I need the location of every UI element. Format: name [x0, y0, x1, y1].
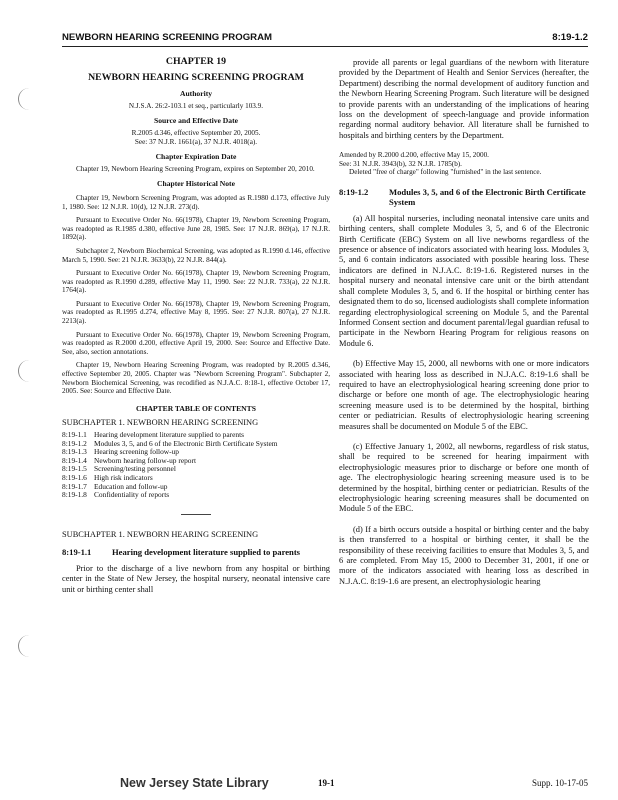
- running-header: [62, 30, 588, 47]
- punch-hole-mark: [18, 360, 33, 382]
- amendment-see: See: 31 N.J.R. 3943(b), 32 N.J.R. 1785(b).: [339, 159, 462, 168]
- toc-entry[interactable]: 8:19-1.1 Hearing development literature supplied to parents: [62, 430, 245, 439]
- history-note: Chapter 19, Newborn Screening Program, was adopted as R.1980 d.173, effective July 1, 1980. See: 12 N.J.R. 10(d), 12 N.J.R. 273(d).: [62, 193, 330, 211]
- chapter-title: NEWBORN HEARING SCREENING PROGRAM: [88, 71, 304, 83]
- punch-hole-mark: [18, 88, 33, 110]
- history-note: Subchapter 2, Newborn Biochemical Screening, was adopted as R.1990 d.146, effective March 5, 1990. See: 21 N.J.R. 3633(b), 22 N.J.R. 844(a).: [62, 246, 330, 264]
- toc-entry[interactable]: 8:19-1.6 High risk indicators: [62, 472, 153, 482]
- source-see: See: 37 N.J.R. 1661(a), 37 N.J.R. 4018(a).: [134, 137, 258, 146]
- amendment-line: Amended by R.2000 d.200, effective May 15, 2000.: [339, 151, 489, 160]
- toc-heading: CHAPTER TABLE OF CONTENTS: [136, 403, 256, 413]
- section-title: Hearing development literature supplied to parents: [112, 547, 301, 558]
- table-of-contents: [62, 419, 330, 499]
- amendment-detail: Deleted "free of charge" following "furnished" in the last sentence.: [349, 168, 542, 177]
- expiration-heading: Chapter Expiration Date: [155, 152, 237, 162]
- section-number: 8:19-1.1: [62, 547, 92, 558]
- section-body: Prior to the discharge of a live newborn from any hospital or birthing center in the State of New Jersey, the hospital nursery, neonatal intensive care unit or birthing center shall: [62, 563, 330, 594]
- section-heading-1-1: [62, 547, 330, 557]
- amendment-note: [339, 151, 589, 177]
- header-section: 8:19-1.2: [552, 32, 588, 43]
- history-note: Pursuant to Executive Order No. 66(1978), Chapter 19, Newborn Screening Program, was readopted as R.2000 d.200, effective April 19, 2000. See: Source and Effective Date. See, also, section annotations.: [62, 330, 330, 356]
- authority-text: N.J.S.A. 26:2-103.1 et seq., particularly 103.9.: [128, 101, 264, 110]
- toc-entry[interactable]: 8:19-1.4 Newborn hearing follow-up report: [62, 455, 197, 465]
- history-heading: Chapter Historical Note: [157, 179, 235, 189]
- paragraph-c: (c) Effective January 1, 2002, all newborns, regardless of risk status, shall be required to be screened for hearing impairment with electrophysiologic measures prior to discharge or before one month of age. The electrophysiologic hearing screening measure used is to be determined by the hospital, birthing center or pediatrician. Results of the electrophysiologic hearing screening measures shall be documented on Module 5 of the EBC.: [339, 441, 589, 514]
- toc-entry[interactable]: 8:19-1.5 Screening/testing personnel: [62, 464, 176, 474]
- toc-entry[interactable]: 8:19-1.2 Modules 3, 5, and 6 of the Electronic Birth Certificate System: [62, 438, 278, 448]
- paragraph-a: (a) All hospital nurseries, including neonatal intensive care units and birthing centers, shall complete Modules 3, 5, and 6 of the Electronic Birth Certificate (EBC) System on all live newborns regardless of the presence or absence of indicators associated with hearing loss. Modules 3, 5, and 6 contain indicators associated with possible hearing loss. These indicators are defined in N.J.A.C. 8:19-1.6. Registered nurses in the hospital nursery and neonatal intensive care unit or the birth attendant shall complete Modules 3, 5, and 6. If the hospital or birthing center has designated them to do so, licensed audiologists shall complete information regarding electrophysiological screening on Module 5, and the Parental Informed Consent section and document parental/legal guardian refusal to participate in the Newborn Hearing Program for religious reasons on Module 6.: [339, 213, 589, 348]
- toc-entry[interactable]: 8:19-1.3 Hearing screening follow-up: [62, 447, 179, 457]
- history-note: Pursuant to Executive Order No. 66(1978), Chapter 19, Newborn Screening Program, was readopted as R.1985 d.380, effective June 28, 1985. See: 17 N.J.R. 869(a), 17 N.J.R. 1892(a).: [62, 216, 330, 242]
- history-note: Pursuant to Executive Order No. 66(1978), Chapter 19, Newborn Screening Program, was readopted as R.1990 d.289, effective May 11, 1990. See: 22 N.J.R. 733(a), 22 N.J.R. 1764(a).: [62, 269, 330, 295]
- toc-subchapter: SUBCHAPTER 1. NEWBORN HEARING SCREENING: [62, 418, 259, 428]
- section-body-continued: provide all parents or legal guardians of the newborn with literature provided by the Department of Health and Senior Services (hereafter, the Department) describing the normal development of auditory function and the Newborn Hearing Screening Program. Such literature will be designed to provide parents with an understanding of the implications of hearing loss on the development of speech-language and provide information regarding normal auditory behavior. All literature shall be furnished to hospitals and birthing centers by the Department.: [339, 58, 589, 140]
- library-stamp: New Jersey State Library: [120, 776, 269, 790]
- source-text: R.2005 d.346, effective September 20, 2005.: [131, 128, 261, 137]
- section-number: 8:19-1.2: [339, 187, 369, 198]
- paragraph-d: (d) If a birth occurs outside a hospital or birthing center and the baby is then transferred to a hospital or birthing center, it shall be the responsibility of these receiving facilities to ensure that Modules 3, 5, and 6 are completed. From May 15, 2000 to December 31, 2001, if one or more of the indicators associated with hearing loss as described in N.J.A.C. 8:19-1.6 are present, an electrophysiologic hearing: [339, 524, 589, 586]
- page-footer: [120, 778, 588, 794]
- source-heading: Source and Effective Date: [153, 116, 238, 126]
- expiration-text: Chapter 19, Newborn Hearing Screening Program, expires on September 20, 2010.: [76, 164, 315, 173]
- toc-entry[interactable]: 8:19-1.8 Confidentiality of reports: [62, 490, 170, 500]
- header-title: NEWBORN HEARING SCREENING PROGRAM: [62, 32, 273, 43]
- left-column: [62, 58, 330, 595]
- section-title: Modules 3, 5, and 6 of the Electronic Birth Certificate System: [389, 187, 586, 208]
- authority-heading: Authority: [179, 89, 213, 99]
- page-number: 19-1: [318, 778, 335, 788]
- punch-hole-mark: [18, 635, 33, 657]
- right-column: [339, 58, 589, 597]
- history-note: Pursuant to Executive Order No. 66(1978), Chapter 19, Newborn Screening Program, was readopted as R.1995 d.274, effective May 8, 1995. See: 27 N.J.R. 807(a), 27 N.J.R. 2213(a).: [62, 299, 330, 326]
- history-note: Chapter 19, Newborn Hearing Screening Program, was readopted by R.2005 d.346, effective September 20, 2005. Chapter was "Newborn Screening Program". Subchapter 2, Newborn Biochemical Screening, was recodified as N.J.A.C. 8:18-1, effective October 17, 2005. See: Source and Effective Date.: [62, 361, 330, 396]
- chapter-number: CHAPTER 19: [165, 56, 227, 67]
- subchapter-heading: SUBCHAPTER 1. NEWBORN HEARING SCREENING: [62, 529, 259, 539]
- paragraph-b: (b) Effective May 15, 2000, all newborns with one or more indicators associated with hearing loss as described in N.J.A.C. 8:19-1.6 shall be required to have an electrophysiological hearing screening done prior to discharge or before one month of age. The electrophysiologic hearing screening measure used is to be determined by the hospital, birthing center or pediatrician. Results of electrophysiologic hearing screening measures shall be documented on Module 5 of the EBC.: [339, 359, 589, 431]
- supplement-date: Supp. 10-17-05: [532, 778, 588, 788]
- toc-entry[interactable]: 8:19-1.7 Education and follow-up: [62, 481, 168, 491]
- section-heading-1-2: [339, 187, 589, 208]
- section-divider: [181, 514, 211, 515]
